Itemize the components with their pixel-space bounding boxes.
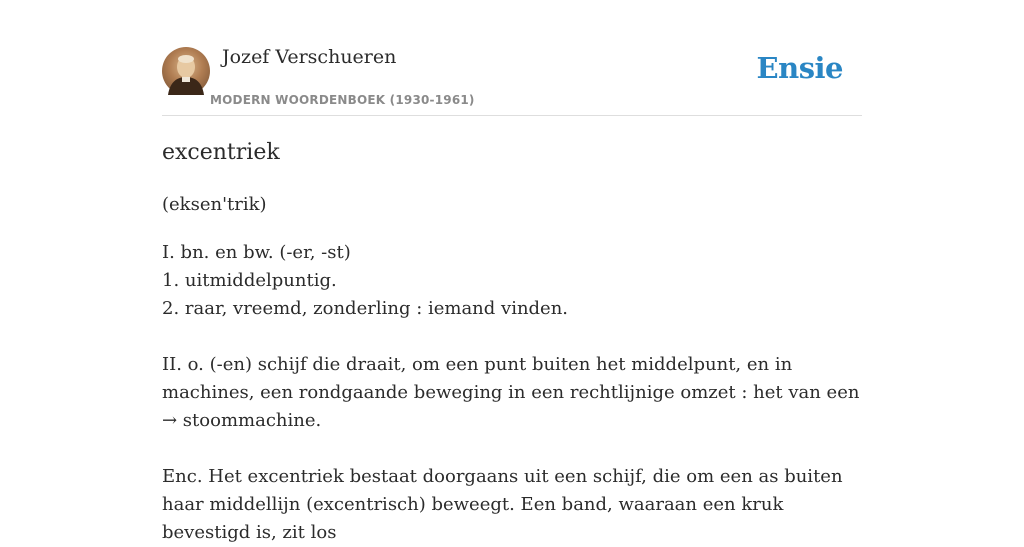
author-link[interactable]: Jozef Verschueren xyxy=(222,46,397,68)
encyclopedic-paragraph: Enc. Het excentriek bestaat doorgaans uit een schijf, die om een as buiten haar middellijn (excentrisch) beweegt. Een band, waaraan een kruk bevestigd is, zit los xyxy=(162,466,843,543)
page xyxy=(162,0,862,543)
spacer xyxy=(162,323,862,351)
author-avatar[interactable] xyxy=(162,47,210,95)
definition-line: 2. raar, vreemd, zonderling : iemand vinden. xyxy=(162,298,569,319)
entry-title: excentriek xyxy=(162,140,280,165)
portrait-icon xyxy=(162,47,210,95)
definition-line: 1. uitmiddelpuntig. xyxy=(162,270,337,291)
definition-body xyxy=(162,239,862,547)
entry-header xyxy=(162,0,862,116)
definition-line: I. bn. en bw. (-er, -st) xyxy=(162,242,351,263)
spacer xyxy=(162,435,862,463)
site-logo[interactable]: Ensie xyxy=(756,51,843,85)
definition-paragraph: II. o. (-en) schijf die draait, om een punt buiten het middelpunt, en in machines, een rondgaande beweging in een rechtlijnige omzet : het van een → stoommachine. xyxy=(162,354,860,431)
pronunciation: (eksen'trik) xyxy=(162,194,267,215)
source-label[interactable]: MODERN WOORDENBOEK (1930-1961) xyxy=(210,93,475,107)
